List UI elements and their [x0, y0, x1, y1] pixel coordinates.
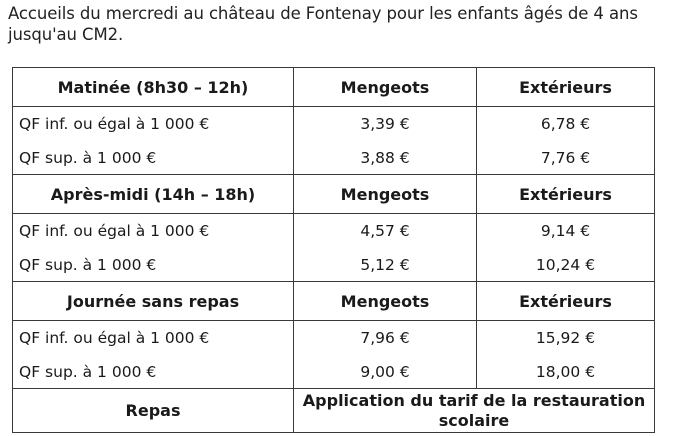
repas-row	[13, 389, 655, 433]
section-title: Après-midi (14h – 18h)	[13, 175, 294, 214]
section-header-matinee	[13, 68, 655, 107]
column-header-mengeots: Mengeots	[294, 68, 477, 107]
price-exterieurs: 9,14 €	[477, 214, 655, 249]
table-row	[13, 107, 655, 142]
price-mengeots: 3,88 €	[294, 141, 477, 175]
table-row	[13, 355, 655, 389]
table-row	[13, 214, 655, 249]
column-header-mengeots: Mengeots	[294, 282, 477, 321]
price-mengeots: 7,96 €	[294, 321, 477, 356]
section-header-apres-midi	[13, 175, 655, 214]
price-mengeots: 9,00 €	[294, 355, 477, 389]
intro-text: Accueils du mercredi au château de Fontenay pour les enfants âgés de 4 ans jusqu'au CM2.	[8, 4, 638, 44]
price-exterieurs: 6,78 €	[477, 107, 655, 142]
section-title: Journée sans repas	[13, 282, 294, 321]
row-label: QF inf. ou égal à 1 000 €	[13, 214, 294, 249]
table-row	[13, 248, 655, 282]
repas-value: Application du tarif de la restauration scolaire	[294, 389, 655, 433]
column-header-exterieurs: Extérieurs	[477, 175, 655, 214]
row-label: QF sup. à 1 000 €	[13, 141, 294, 175]
price-exterieurs: 18,00 €	[477, 355, 655, 389]
table-row	[13, 141, 655, 175]
price-mengeots: 4,57 €	[294, 214, 477, 249]
section-header-journee	[13, 282, 655, 321]
column-header-mengeots: Mengeots	[294, 175, 477, 214]
repas-label: Repas	[13, 389, 294, 433]
row-label: QF sup. à 1 000 €	[13, 355, 294, 389]
row-label: QF sup. à 1 000 €	[13, 248, 294, 282]
price-exterieurs: 7,76 €	[477, 141, 655, 175]
price-exterieurs: 15,92 €	[477, 321, 655, 356]
price-mengeots: 3,39 €	[294, 107, 477, 142]
section-title: Matinée (8h30 – 12h)	[13, 68, 294, 107]
tarifs-table	[12, 67, 655, 433]
price-mengeots: 5,12 €	[294, 248, 477, 282]
column-header-exterieurs: Extérieurs	[477, 68, 655, 107]
row-label: QF inf. ou égal à 1 000 €	[13, 107, 294, 142]
row-label: QF inf. ou égal à 1 000 €	[13, 321, 294, 356]
price-exterieurs: 10,24 €	[477, 248, 655, 282]
table-row	[13, 321, 655, 356]
column-header-exterieurs: Extérieurs	[477, 282, 655, 321]
